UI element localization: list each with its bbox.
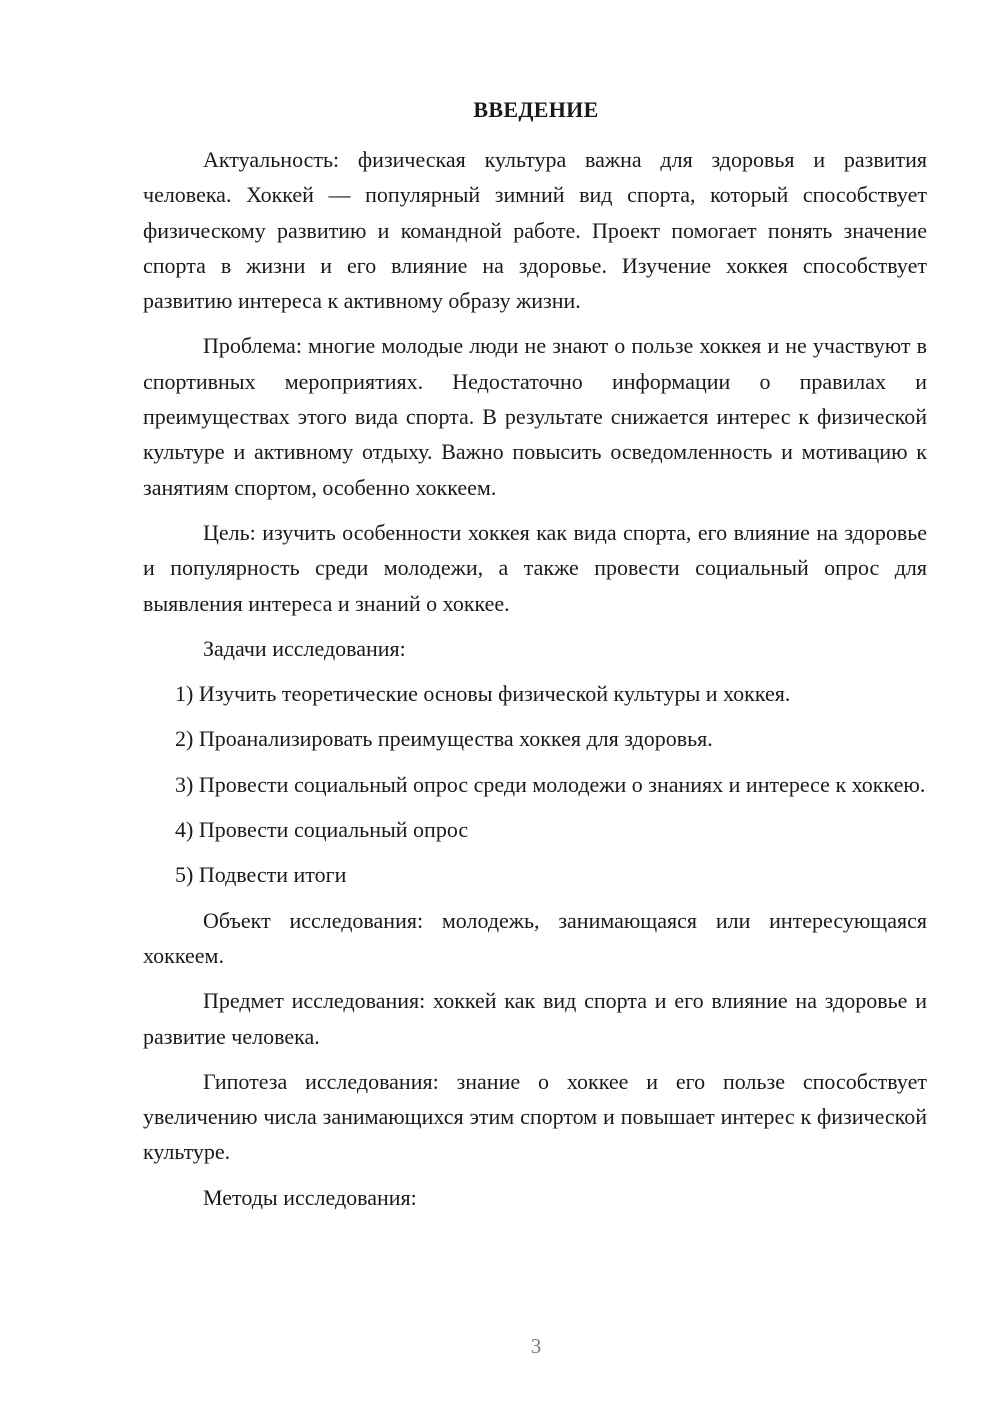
tasks-heading: Задачи исследования:	[203, 635, 406, 661]
task-item-5: 5) Подвести итоги	[175, 862, 347, 888]
object-paragraph: Объект исследования: молодежь, занимающаяся или интересующаяся хоккеем.	[143, 907, 927, 968]
document-body	[143, 142, 927, 1225]
relevance-paragraph: Актуальность: физическая культура важна для здоровья и развития человека. Хоккей — популярный зимний вид спорта, который способствует физическому развитию и командной работе. Проект помогает понять значение спорта в жизни и его влияние на здоровье. Изучение хоккея способствует развитию интереса к активному образу жизни.	[143, 147, 927, 314]
goal-paragraph: Цель: изучить особенности хоккея как вида спорта, его влияние на здоровье и популярность среди молодежи, а также провести социальный опрос для выявления интереса и знаний о хоккее.	[143, 519, 927, 616]
subject-paragraph: Предмет исследования: хоккей как вид спорта и его влияние на здоровье и развитие человека.	[143, 988, 927, 1049]
task-item-1: 1) Изучить теоретические основы физической культуры и хоккея.	[175, 681, 791, 707]
task-item-4: 4) Провести социальный опрос	[175, 817, 469, 843]
task-item-2: 2) Проанализировать преимущества хоккея для здоровья.	[175, 726, 713, 752]
problem-paragraph: Проблема: многие молодые люди не знают о пользе хоккея и не участвуют в спортивных мероприятиях. Недостаточно информации о правилах и преимуществах этого вида спорта. В результате снижается интерес к физической культуре и активному отдыху. Важно повысить осведомленность и мотивацию к занятиям спортом, особенно хоккеем.	[143, 333, 927, 500]
page-number: 3	[530, 1334, 542, 1358]
task-item-3: 3) Провести социальный опрос среди молодежи о знаниях и интересе к хоккею.	[175, 771, 926, 797]
methods-heading: Методы исследования:	[203, 1184, 417, 1210]
section-title: ВВЕДЕНИЕ	[473, 97, 599, 122]
hypothesis-paragraph: Гипотеза исследования: знание о хоккее и его пользе способствует увеличению числа занимающихся этим спортом и повышает интерес к физической культуре.	[143, 1068, 927, 1165]
